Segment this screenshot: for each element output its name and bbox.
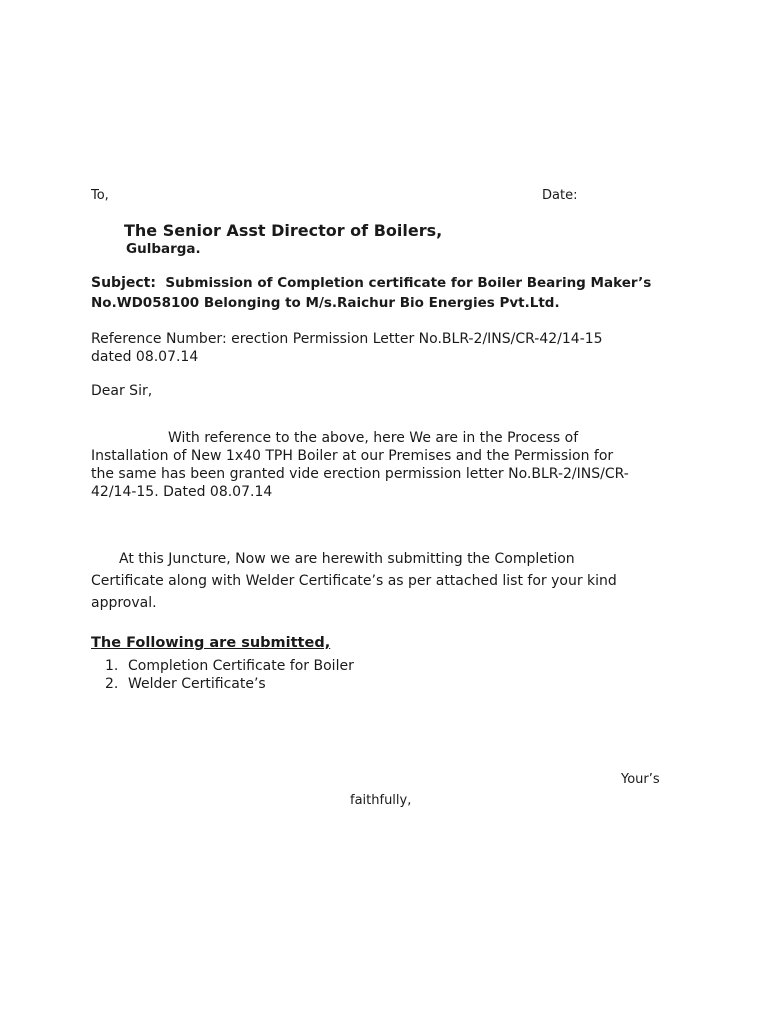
paragraph-1-line-1: With reference to the above, here We are in the Process of — [168, 430, 579, 446]
list-item-number: 1. — [105, 658, 119, 674]
paragraph-1-line-3: the same has been granted vide erection permission letter No.BLR-2/INS/CR- — [91, 466, 629, 482]
list-item — [105, 658, 354, 674]
closing-line-1: Your’s — [621, 772, 660, 787]
date-label: Date: — [542, 188, 578, 203]
closing-line-2: faithfully, — [350, 793, 412, 808]
salutation: Dear Sir, — [91, 383, 153, 399]
paragraph-1-line-2: Installation of New 1x40 TPH Boiler at our Premises and the Permission for — [91, 448, 614, 464]
list-item-text: Completion Certificate for Boiler — [128, 658, 354, 674]
to-label: To, — [91, 188, 109, 203]
paragraph-2-line-3: approval. — [91, 595, 157, 611]
recipient-title: The Senior Asst Director of Boilers, — [124, 221, 443, 240]
subject-line-1 — [91, 275, 651, 291]
paragraph-2-line-2: Certificate along with Welder Certificate’s as per attached list for your kind — [91, 573, 617, 589]
paragraph-2-line-1: At this Juncture, Now we are herewith submitting the Completion — [119, 551, 575, 567]
reference-line-1: Reference Number: erection Permission Letter No.BLR-2/INS/CR-42/14-15 — [91, 331, 603, 347]
subject-line-2: No.WD058100 Belonging to M/s.Raichur Bio Energies Pvt.Ltd. — [91, 295, 560, 311]
reference-line-2: dated 08.07.14 — [91, 349, 199, 365]
subject-label: Subject: — [91, 275, 156, 291]
list-item-text: Welder Certificate’s — [128, 676, 266, 692]
paragraph-1-line-4: 42/14-15. Dated 08.07.14 — [91, 484, 273, 500]
recipient-city: Gulbarga. — [126, 241, 201, 257]
list-item — [105, 676, 266, 692]
subject-text-1: Submission of Completion certificate for Boiler Bearing Maker’s — [165, 275, 652, 291]
list-item-number: 2. — [105, 676, 119, 692]
list-heading: The Following are submitted, — [91, 635, 331, 651]
